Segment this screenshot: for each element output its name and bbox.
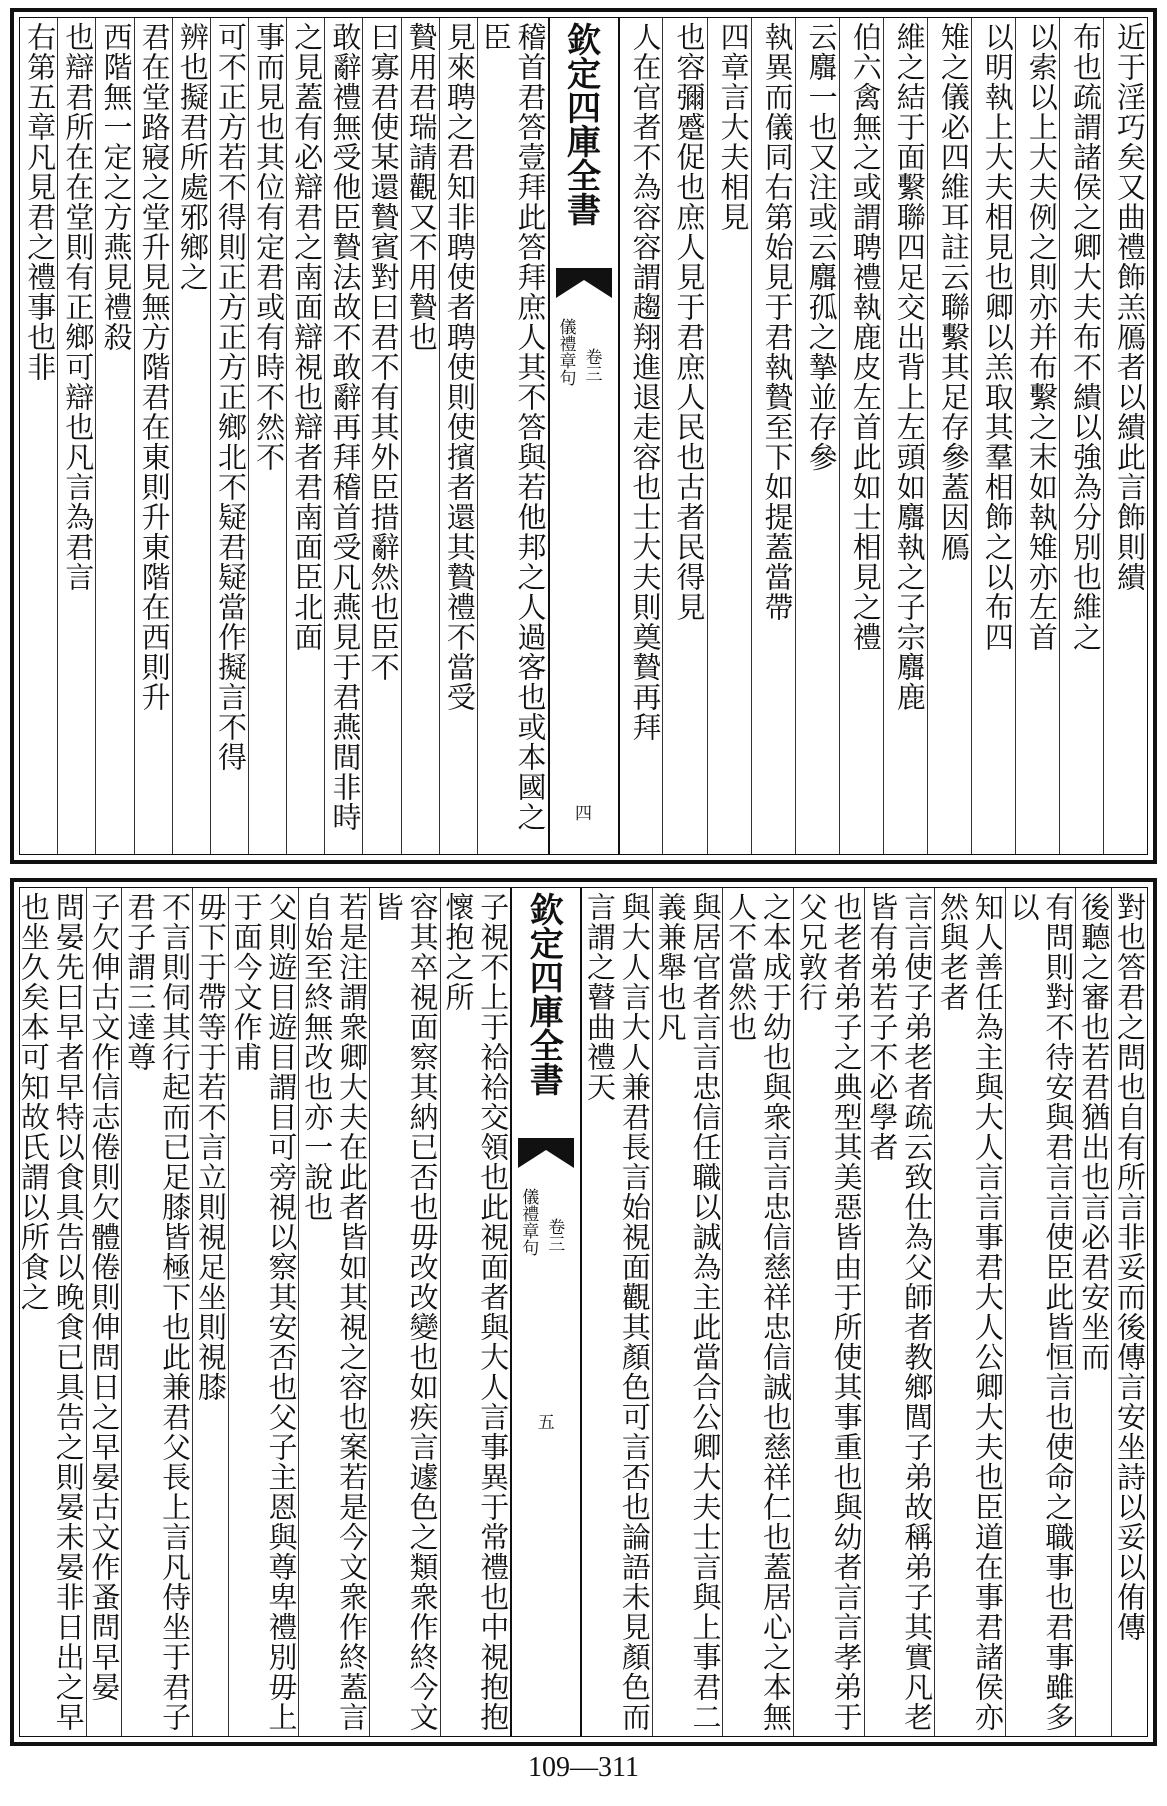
text-column: 言言使子弟老者疏云致仕為父師者教鄉閭子弟故稱弟子其實凡老皆有弟若子不必學者	[864, 888, 935, 1736]
text-column: 布也疏謂諸侯之卿大夫布不繢以強為分別也維之	[1059, 18, 1103, 854]
book-title: 儀禮章句	[518, 1188, 539, 1256]
text-column: 以索以上大夫例之則亦并布繫之末如執雉亦左首	[1015, 18, 1059, 854]
volume-label: 卷三	[544, 1218, 565, 1252]
page-footer-number: 109—311	[528, 1752, 639, 1783]
text-column: 右第五章凡見君之禮事也非	[23, 22, 58, 382]
text-column: 人在官者不為容容謂趨翔進退走容也士大夫則奠贄再拜	[628, 22, 663, 742]
text-column: 有問則對不待安與君言言使臣此皆恒言也使命之職事也君事雖多以	[1005, 888, 1076, 1736]
text-column: 伯六禽無之或謂聘禮執鹿皮左首此如士相見之禮	[839, 18, 883, 854]
text-column: 敢辭禮無受他臣贄法故不敢辭再拜稽首受凡燕見于君燕間非時	[324, 18, 362, 854]
text-column: 對也答君之問也自有所言非妥而後傳言安坐詩以妥以侑傳	[1111, 888, 1147, 1736]
text-column: 與大人言大人兼君長言始視面觀其顏色可言否也論語未見顏色而言謂之瞽曲禮天	[583, 892, 652, 1732]
text-column: 子視不上于袷袷交領也此視面者與大人言事異于常禮也中視抱抱懷抱之所	[440, 888, 511, 1736]
lower-right-half	[582, 888, 1147, 1736]
upper-center-strip	[548, 18, 620, 854]
book-series-title: 欽定四庫全書	[560, 22, 601, 226]
upper-page-frame	[10, 8, 1157, 864]
lower-page-frame	[10, 878, 1157, 1746]
text-column: 執異而儀同右第始見于君執贄至下如提蓋當帶	[751, 18, 795, 854]
text-column: 可不正方若不得則正方正方正鄉北不疑君疑當作擬言不得	[210, 18, 248, 854]
text-column: 也老者弟子之典型其美惡皆由于所使其事重也與幼者言言孝弟于父兄敦行	[793, 888, 864, 1736]
text-column: 以明執上大夫相見也卿以羔取其羣相飾之以布四	[971, 18, 1015, 854]
volume-label: 卷三	[581, 348, 602, 382]
lower-columns	[16, 888, 1147, 1736]
text-column: 也辯君所在在堂則有正鄉可辯也凡言為君言	[57, 18, 95, 854]
text-column: 不言則伺其行起而已足膝皆極下也此兼君父長上言凡侍坐于君子君子謂三達尊	[121, 888, 192, 1736]
upper-left-half	[20, 18, 548, 854]
upper-right-half	[620, 18, 1148, 854]
lower-center-strip	[510, 888, 582, 1736]
text-column: 問晏先曰早者早特以食具告以晚食已具告之則晏未晏非日出之早也坐久矣本可知故氏謂以所食之	[16, 892, 86, 1732]
fish-tail-mark-icon	[518, 1138, 574, 1168]
text-column: 之本成于幼也與衆言言忠信慈祥忠信誠也慈祥仁也蓋居心之本無人不當然也	[722, 888, 793, 1736]
leaf-number: 四	[575, 804, 592, 824]
text-column: 容其卒視面察其納已否也毋改改變也如疾言遽色之類衆作終今文皆	[369, 888, 440, 1736]
text-column: 曰寡君使某還贄賓對曰君不有其外臣措辭然也臣不	[362, 18, 400, 854]
lower-left-half	[16, 888, 510, 1736]
text-column: 事而見也其位有定君或有時不然不	[248, 18, 286, 854]
text-column: 贄用君瑞請觀又不用贄也	[401, 18, 439, 854]
fish-tail-mark-icon	[556, 268, 612, 298]
text-column: 子欠伸古文作信志倦則欠體倦則伸問日之早晏古文作蚤問早晏	[86, 888, 122, 1736]
text-column: 若是注謂衆卿大夫在此者皆如其視之容也案若是今文衆作終蓋言自始至終無改也亦一說也	[298, 888, 369, 1736]
text-column: 近于淫巧矣又曲禮飾羔鴈者以繢此言飾則繢	[1103, 18, 1147, 854]
book-title: 儀禮章句	[555, 318, 576, 386]
text-column: 後聽之審也若君猶出也言必君安坐而	[1075, 888, 1111, 1736]
text-column: 父則遊目遊目謂目可旁視以察其安否也父子主恩與尊卑禮別毋上于面今文作甫	[228, 888, 299, 1736]
text-column: 毋下于帶等于若不言立則視足坐則視膝	[192, 888, 228, 1736]
text-column: 西階無一定之方燕見禮殺	[95, 18, 133, 854]
text-column: 君在堂路寢之堂升見無方階君在東則升東階在西則升	[134, 18, 172, 854]
text-column: 也容彌蹙促也庶人見于君庶人民也古者民得見	[662, 18, 706, 854]
text-column: 維之結于面繫聯四足交出背上左頭如麛執之子宗麛鹿	[883, 18, 927, 854]
text-column: 云麛一也又注或云麛孤之摯並存參	[795, 18, 839, 854]
text-column: 雉之儀必四維耳註云聯繫其足存參蓋因鴈	[927, 18, 971, 854]
text-column: 與居官者言言忠信任職以誠為主此當合公卿大夫士言與上事君二義兼舉也凡	[652, 888, 723, 1736]
text-column: 知人善任為主與大人言言事君大人公卿大夫也臣道在事君諸侯亦然與老者	[934, 888, 1005, 1736]
text-column: 四章言大夫相見	[707, 18, 751, 854]
leaf-number: 五	[537, 1413, 555, 1433]
upper-columns	[20, 18, 1147, 854]
book-series-title: 欽定四庫全書	[523, 892, 564, 1096]
text-column: 之見蓋有必辯君之南面辯視也辯者君南面臣北面	[286, 18, 324, 854]
text-column: 見來聘之君知非聘使者聘使則使擯者還其贄禮不當受	[439, 18, 477, 854]
text-column: 稽首君答壹拜此答拜庶人其不答與若他邦之人過客也或本國之臣	[477, 18, 548, 854]
text-column: 辨也擬君所處邪鄉之	[172, 18, 210, 854]
